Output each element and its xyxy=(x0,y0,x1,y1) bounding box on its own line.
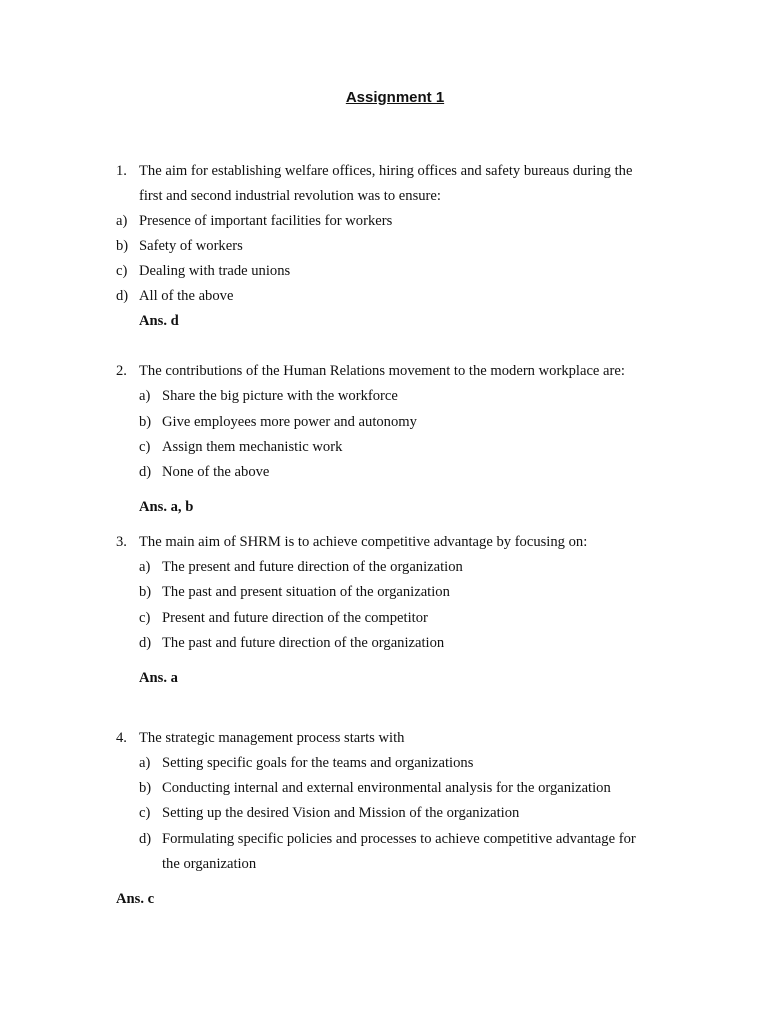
option-letter: c) xyxy=(139,439,151,455)
answer-label: Ans. d xyxy=(139,313,179,329)
question-text: The strategic management process starts with xyxy=(139,730,405,746)
page-title: Assignment 1 xyxy=(345,89,445,106)
option-text: Presence of important facilities for workers xyxy=(139,213,393,229)
option-text-continued: the organization xyxy=(162,856,257,872)
option-text: All of the above xyxy=(139,288,234,304)
option-letter: b) xyxy=(139,780,152,796)
option-text: Conducting internal and external environmental analysis for the organization xyxy=(162,780,611,796)
option-text: Share the big picture with the workforce xyxy=(162,388,398,404)
question-number: 2. xyxy=(116,363,127,379)
option-letter: d) xyxy=(116,288,129,304)
option-letter: c) xyxy=(139,805,151,821)
option-text: The past and future direction of the organization xyxy=(162,635,445,651)
question-text: The aim for establishing welfare offices, hiring offices and safety bureaus during the xyxy=(139,163,633,179)
question-number: 1. xyxy=(116,163,127,179)
option-letter: a) xyxy=(139,388,151,404)
option-text: Formulating specific policies and processes to achieve competitive advantage for xyxy=(162,831,636,847)
option-text: The present and future direction of the organization xyxy=(162,559,463,575)
option-text: The past and present situation of the organization xyxy=(162,584,450,600)
option-letter: d) xyxy=(139,635,152,651)
option-letter: b) xyxy=(139,584,152,600)
answer-label: Ans. a xyxy=(139,670,178,686)
option-text: Assign them mechanistic work xyxy=(162,439,343,455)
question-number: 4. xyxy=(116,730,127,746)
answer-label: Ans. c xyxy=(116,891,155,907)
question-text-continued: first and second industrial revolution was to ensure: xyxy=(139,188,441,204)
option-letter: a) xyxy=(139,559,151,575)
question-number: 3. xyxy=(116,534,127,550)
option-letter: b) xyxy=(139,414,152,430)
option-letter: c) xyxy=(139,610,151,626)
option-text: Give employees more power and autonomy xyxy=(162,414,417,430)
option-letter: b) xyxy=(116,238,129,254)
option-text: Setting up the desired Vision and Mission of the organization xyxy=(162,805,520,821)
option-text: None of the above xyxy=(162,464,270,480)
option-letter: c) xyxy=(116,263,128,279)
answer-label: Ans. a, b xyxy=(139,499,194,515)
option-letter: a) xyxy=(116,213,128,229)
option-text: Present and future direction of the competitor xyxy=(162,610,428,626)
option-text: Dealing with trade unions xyxy=(139,263,291,279)
question-text: The contributions of the Human Relations movement to the modern workplace are: xyxy=(139,363,625,379)
option-text: Setting specific goals for the teams and organizations xyxy=(162,755,474,771)
option-letter: a) xyxy=(139,755,151,771)
option-letter: d) xyxy=(139,464,152,480)
question-text: The main aim of SHRM is to achieve competitive advantage by focusing on: xyxy=(139,534,588,550)
option-text: Safety of workers xyxy=(139,238,243,254)
option-letter: d) xyxy=(139,831,152,847)
